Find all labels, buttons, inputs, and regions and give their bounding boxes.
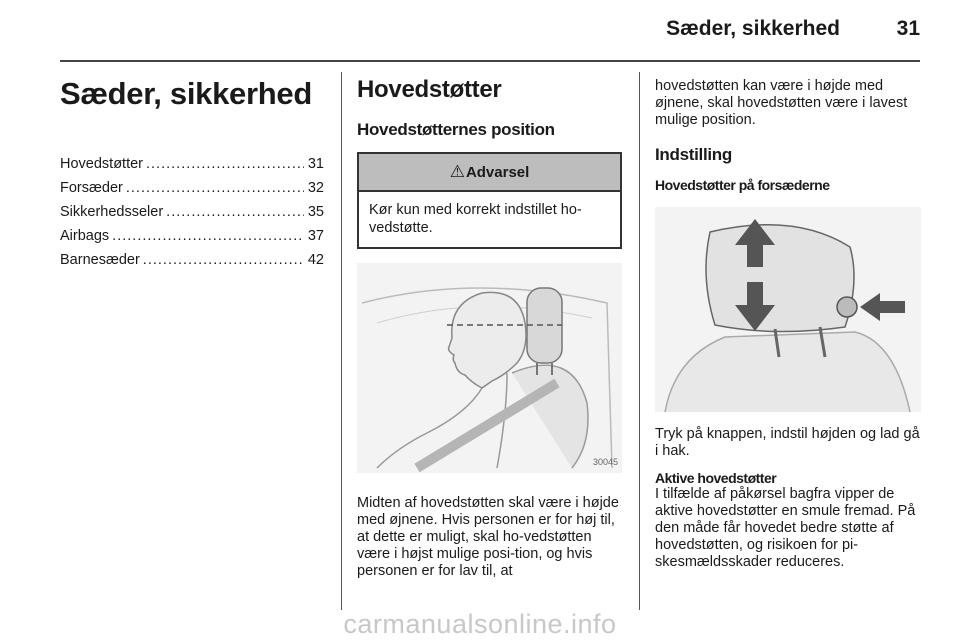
section-subheading: Aktive hovedstøtter — [655, 470, 777, 486]
toc-leader — [143, 248, 304, 272]
headrest-adjustment-drawing — [655, 207, 921, 412]
warning-box — [357, 152, 622, 249]
warning-header — [359, 154, 620, 192]
section-heading: Hovedstøtter — [357, 76, 502, 103]
column-adjustment — [655, 70, 921, 571]
toc-entry-label: Sikkerhedsseler — [60, 204, 164, 220]
toc-entry-page: 42 — [307, 252, 324, 268]
toc-entry-page: 32 — [307, 180, 324, 196]
chapter-title: Sæder, sikkerhed — [60, 76, 312, 111]
headrest-adjustment-illustration — [655, 207, 921, 412]
toc-entry-page: 35 — [307, 204, 324, 220]
warning-text: Kør kun med korrekt indstillet ho-vedstøtte. — [369, 202, 582, 236]
warning-triangle-icon: ⚠ — [449, 162, 465, 181]
driver-headrest-drawing — [357, 263, 622, 473]
body-paragraph-continued: hovedstøtten kan være i højde med øjnene, skal hovedstøtten være i lavest mulige position. — [655, 78, 908, 128]
page-number: 31 — [896, 17, 920, 40]
toc-entry-page: 31 — [307, 156, 324, 172]
header-rule — [60, 60, 920, 62]
column-toc — [60, 70, 324, 272]
figure-caption: Tryk på knappen, indstil højden og lad gå i hak. — [655, 426, 920, 459]
column-divider — [639, 72, 640, 610]
section-subheading: Hovedstøtter på forsæderne — [655, 177, 830, 193]
running-header-title: Sæder, sikkerhed — [666, 17, 840, 40]
toc-leader — [146, 152, 304, 176]
body-paragraph: Midten af hovedstøtten skal være i højde med øjnene. Hvis personen er for høj til, at dette er muligt, skal ho-vedstøtten være i højst mulige posi-tion, og hvis personen er for lav til, at — [357, 495, 619, 579]
toc-leader — [166, 200, 304, 224]
toc-entry-label: Barnesæder — [60, 252, 140, 268]
body-paragraph: I tilfælde af påkørsel bagfra vipper de aktive hovedstøtter en smule fremad. På den måde får hovedet bedre støtte af hovedstøtten, og risikoen for pi-skesmældsskader reduceres. — [655, 486, 916, 570]
toc-entry[interactable] — [60, 152, 324, 176]
toc-entry-label: Forsæder — [60, 180, 123, 196]
column-divider — [341, 72, 342, 610]
warning-title: Advarsel — [465, 163, 530, 181]
toc-entry-label: Hovedstøtter — [60, 156, 143, 172]
headrest-position-illustration — [357, 263, 622, 473]
toc-entry-page: 37 — [307, 228, 324, 244]
section-subheading: Hovedstøtternes position — [357, 120, 555, 139]
column-headrest-position — [357, 70, 622, 580]
watermark: carmanualsonline.info — [343, 609, 617, 639]
toc-entry[interactable] — [60, 248, 324, 272]
toc-leader — [126, 176, 304, 200]
figure-number: 30045 — [592, 457, 618, 467]
toc-entry[interactable] — [60, 176, 324, 200]
toc-entry[interactable] — [60, 200, 324, 224]
toc-entry-label: Airbags — [60, 228, 110, 244]
toc-leader — [112, 224, 304, 248]
section-heading: Indstilling — [655, 145, 732, 164]
toc-entry[interactable] — [60, 224, 324, 248]
table-of-contents — [60, 152, 324, 272]
